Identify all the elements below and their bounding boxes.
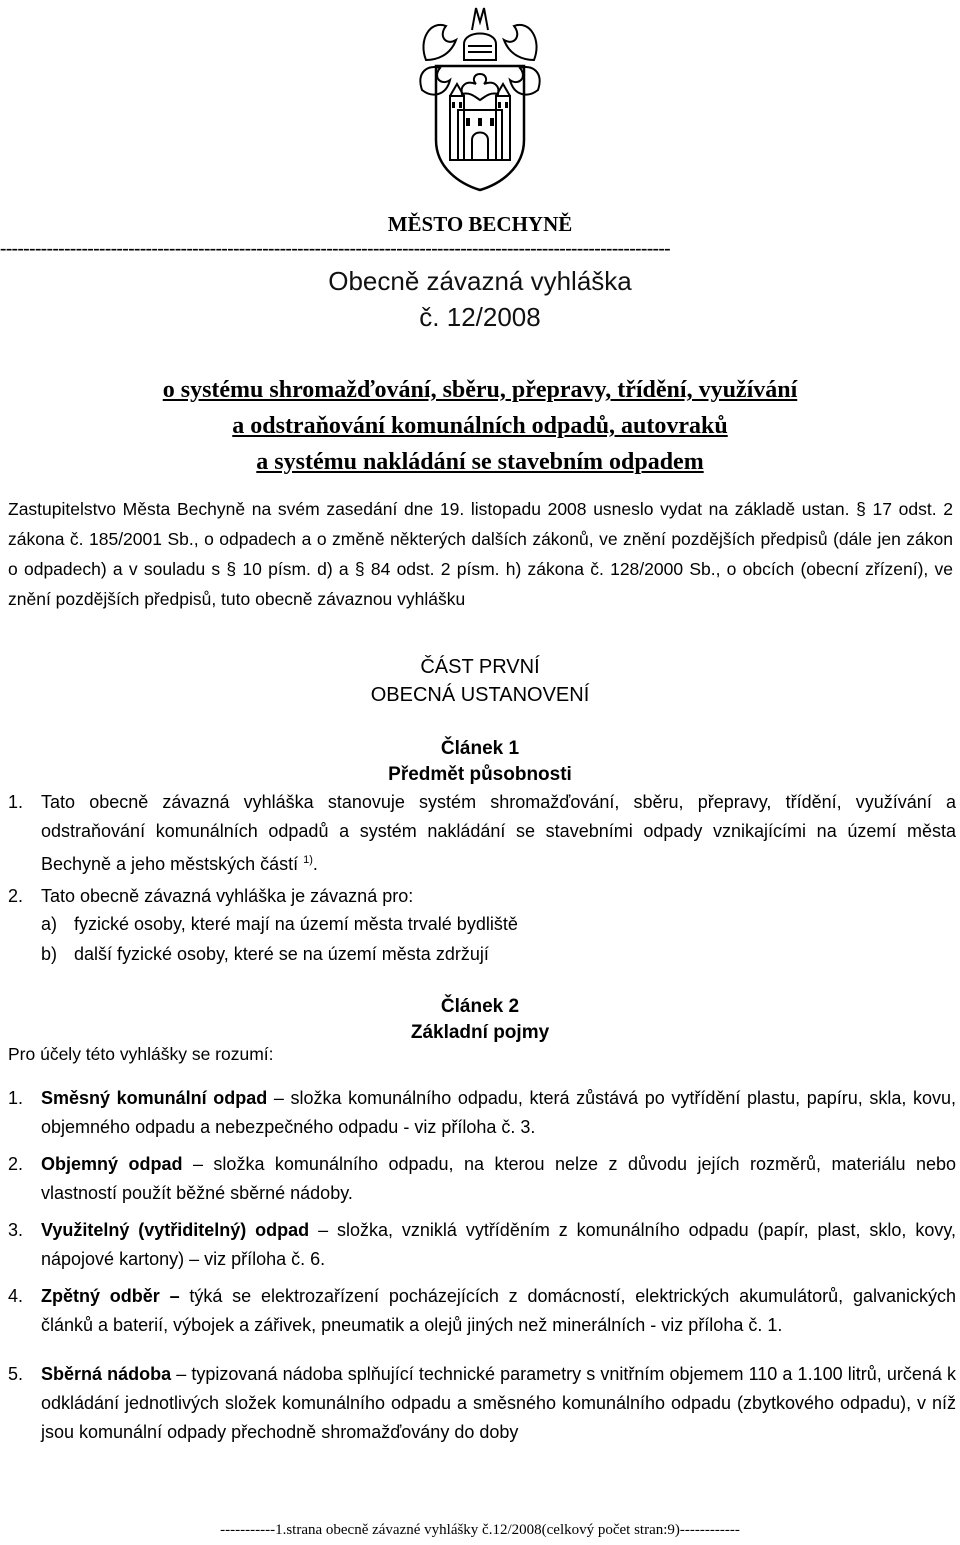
definition-text: – složka komunálního odpadu, která zůstává po vytřídění plastu, papíru, skla, kovu, objemného odpadu a nebezpečného odpadu - viz příloha č. 3.: [41, 1088, 956, 1137]
definition-text: – typizovaná nádoba splňující technické parametry s vnitřním objemem 110 a 1.100 litrů, určená k odkládání jednotlivých složek komunálního odpadu a směsného komunálního odpadu (zbytkového odpadu), v níž jsou komunální odpady přechodně shromažďovány do doby: [41, 1364, 956, 1442]
list-item: [8, 940, 956, 969]
list-text: další fyzické osoby, které se na území města zdržují: [74, 944, 489, 964]
article-2-title: Článek 2: [440, 996, 520, 1017]
paragraph-number: 2.: [8, 886, 24, 906]
paragraph-end: .: [312, 854, 318, 874]
separator-line: -------------------------------------------------------------------------------------------------------------------: [0, 238, 671, 259]
subject-line: a systému nakládání se stavebním odpadem: [256, 449, 704, 475]
subject-line: a odstraňování komunálních odpadů, autovraků: [232, 413, 728, 439]
intro-paragraph: Zastupitelstvo Města Bechyně na svém zasedání dne 19. listopadu 2008 usneslo vydat na základě ustan. § 17 odst. 2 zákona č. 185/2001 Sb., o odpadech a o změně některých dalších zákonů, ve znění pozdějších předpisů (dále jen zákon o odpadech) a v souladu s § 10 písm. d) a § 84 odst. 2 písm. h) zákona č. 128/2000 Sb., o obcích (obecní zřízení), ve znění pozdějších předpisů, tuto obecně závaznou vyhlášku: [8, 499, 953, 609]
definition-term: Zpětný odběr –: [41, 1286, 180, 1306]
definition-number: 3.: [8, 1220, 24, 1240]
paragraph-number: 1.: [8, 792, 24, 812]
subject-line: o systému shromažďování, sběru, přepravy, třídění, využívání: [162, 377, 798, 403]
definition-text: – složka, vzniklá vytříděním z komunálního odpadu (papír, plast, sklo, kovy, nápojové kartony) – viz příloha č. 6.: [41, 1220, 956, 1269]
footnote-ref: 1): [303, 854, 313, 866]
coat-of-arms-icon: [416, 0, 544, 192]
article-1-paragraph-2: [8, 882, 956, 911]
article-1-title: Článek 1: [440, 738, 520, 759]
list-label: b): [41, 944, 58, 964]
doc-type: Obecně závazná vyhláška: [328, 266, 632, 296]
definition-term: Směsný komunální odpad: [41, 1088, 268, 1108]
definition-number: 1.: [8, 1088, 24, 1108]
definition-text: týká se elektrozařízení pocházejících z domácností, elektrických akumulátorů, galvanických článků a baterií, výbojek a zářivek, pneumatik a olejů jiných než minerálních - viz příloha č. 1.: [41, 1286, 956, 1335]
article-2-subtitle: Základní pojmy: [410, 1022, 550, 1043]
part-subtitle: OBECNÁ USTANOVENÍ: [370, 684, 590, 706]
definition-item: [8, 1216, 956, 1274]
part-title: ČÁST PRVNÍ: [420, 656, 540, 678]
definition-item: [8, 1084, 956, 1142]
paragraph-text: Tato obecně závazná vyhláška je závazná pro:: [41, 886, 414, 906]
town-title: MĚSTO BECHYNĚ: [387, 212, 573, 236]
article-2-lead: Pro účely této vyhlášky se rozumí:: [8, 1044, 274, 1064]
list-item: [8, 910, 956, 939]
article-1-paragraph-1: [8, 788, 956, 879]
paragraph-text: Tato obecně závazná vyhláška stanovuje systém shromažďování, sběru, přepravy, třídění, využívání a odstraňování komunálních odpadů a systém nakládání se stavebními odpady vznikajícími na území města Bechyně a jeho městských částí: [41, 792, 956, 874]
definition-item: [8, 1360, 956, 1447]
article-1-subtitle: Předmět působnosti: [388, 764, 572, 785]
definition-item: [8, 1282, 956, 1340]
definition-term: Objemný odpad: [41, 1154, 183, 1174]
definition-text: – složka komunálního odpadu, na kterou nelze z důvodu jejích rozměrů, materiálu nebo vlastností použít běžné sběrné nádoby.: [41, 1154, 956, 1203]
definition-number: 5.: [8, 1364, 24, 1384]
definition-term: Sběrná nádoba: [41, 1364, 172, 1384]
definition-number: 2.: [8, 1154, 24, 1174]
list-label: a): [41, 914, 58, 934]
page-footer: -----------1.strana obecně závazné vyhlášky č.12/2008(celkový počet stran:9)------------: [220, 1522, 740, 1538]
doc-number: č. 12/2008: [419, 302, 541, 332]
doc-subject: [0, 372, 960, 480]
list-text: fyzické osoby, které mají na území města trvalé bydliště: [74, 914, 518, 934]
definition-term: Využitelný (vytřiditelný) odpad: [41, 1220, 310, 1240]
definition-item: [8, 1150, 956, 1208]
definition-number: 4.: [8, 1286, 24, 1306]
